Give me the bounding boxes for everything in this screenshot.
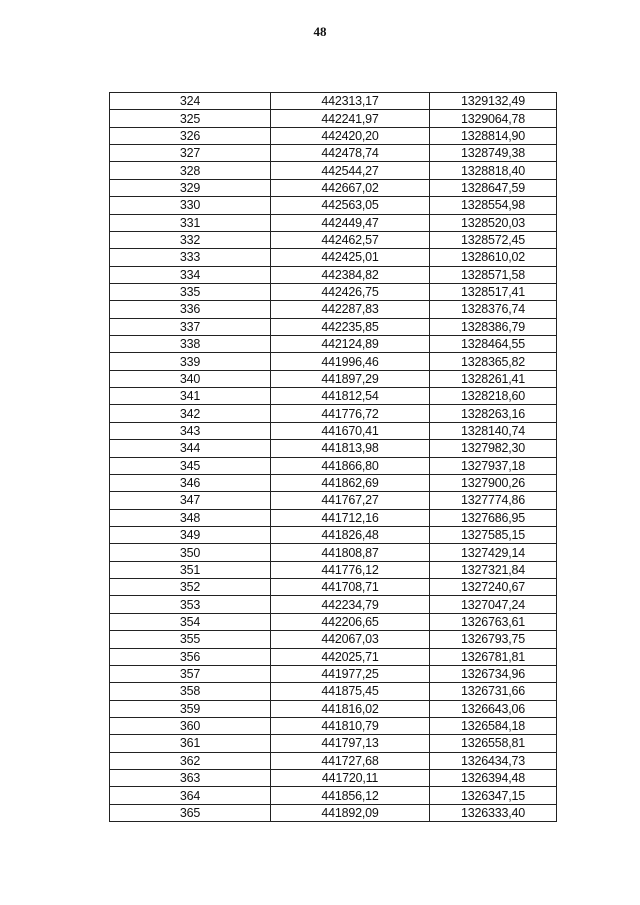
point-number-cell: 324 [110,93,271,110]
table-row [110,683,557,700]
y-coordinate-cell: 1329064,78 [430,110,557,127]
x-coordinate-cell: 441812,54 [271,388,430,405]
y-coordinate-cell: 1328647,59 [430,179,557,196]
x-coordinate-cell: 441996,46 [271,353,430,370]
table-row [110,440,557,457]
x-coordinate-cell: 441776,12 [271,561,430,578]
y-coordinate-cell: 1326434,73 [430,752,557,769]
table-row [110,388,557,405]
y-coordinate-cell: 1326763,61 [430,613,557,630]
table-row [110,544,557,561]
point-number-cell: 356 [110,648,271,665]
table-row [110,214,557,231]
point-number-cell: 337 [110,318,271,335]
y-coordinate-cell: 1327982,30 [430,440,557,457]
table-row [110,127,557,144]
point-number-cell: 336 [110,301,271,318]
table-row [110,301,557,318]
table-row [110,752,557,769]
y-coordinate-cell: 1328749,38 [430,145,557,162]
table-row [110,648,557,665]
y-coordinate-cell: 1328554,98 [430,197,557,214]
x-coordinate-cell: 442313,17 [271,93,430,110]
point-number-cell: 343 [110,422,271,439]
x-coordinate-cell: 442206,65 [271,613,430,630]
point-number-cell: 359 [110,700,271,717]
point-number-cell: 346 [110,474,271,491]
x-coordinate-cell: 441776,72 [271,405,430,422]
y-coordinate-cell: 1326333,40 [430,804,557,821]
x-coordinate-cell: 441977,25 [271,665,430,682]
y-coordinate-cell: 1326781,81 [430,648,557,665]
y-coordinate-cell: 1327321,84 [430,561,557,578]
point-number-cell: 332 [110,231,271,248]
y-coordinate-cell: 1326734,96 [430,665,557,682]
table-row [110,353,557,370]
y-coordinate-cell: 1326347,15 [430,787,557,804]
y-coordinate-cell: 1328814,90 [430,127,557,144]
x-coordinate-cell: 441712,16 [271,509,430,526]
table-row [110,145,557,162]
x-coordinate-cell: 442384,82 [271,266,430,283]
point-number-cell: 328 [110,162,271,179]
point-number-cell: 362 [110,752,271,769]
coordinates-table-body [110,93,557,822]
table-row [110,787,557,804]
table-row [110,561,557,578]
point-number-cell: 354 [110,613,271,630]
point-number-cell: 365 [110,804,271,821]
table-row [110,509,557,526]
x-coordinate-cell: 441856,12 [271,787,430,804]
y-coordinate-cell: 1327240,67 [430,579,557,596]
table-row [110,266,557,283]
y-coordinate-cell: 1327774,86 [430,492,557,509]
table-row [110,474,557,491]
x-coordinate-cell: 441826,48 [271,526,430,543]
table-row [110,93,557,110]
table-row [110,283,557,300]
x-coordinate-cell: 442067,03 [271,631,430,648]
y-coordinate-cell: 1328376,74 [430,301,557,318]
table-row [110,579,557,596]
point-number-cell: 357 [110,665,271,682]
y-coordinate-cell: 1328263,16 [430,405,557,422]
point-number-cell: 338 [110,336,271,353]
y-coordinate-cell: 1326643,06 [430,700,557,717]
table-row [110,665,557,682]
point-number-cell: 345 [110,457,271,474]
y-coordinate-cell: 1328218,60 [430,388,557,405]
point-number-cell: 351 [110,561,271,578]
point-number-cell: 364 [110,787,271,804]
table-row [110,492,557,509]
x-coordinate-cell: 442426,75 [271,283,430,300]
y-coordinate-cell: 1328610,02 [430,249,557,266]
point-number-cell: 353 [110,596,271,613]
point-number-cell: 363 [110,770,271,787]
x-coordinate-cell: 441808,87 [271,544,430,561]
table-row [110,336,557,353]
x-coordinate-cell: 441875,45 [271,683,430,700]
point-number-cell: 325 [110,110,271,127]
page-number: 48 [313,24,327,39]
x-coordinate-cell: 441727,68 [271,752,430,769]
point-number-cell: 360 [110,717,271,734]
table-row [110,770,557,787]
point-number-cell: 330 [110,197,271,214]
table-row [110,804,557,821]
y-coordinate-cell: 1327585,15 [430,526,557,543]
y-coordinate-cell: 1327937,18 [430,457,557,474]
point-number-cell: 348 [110,509,271,526]
table-row [110,249,557,266]
y-coordinate-cell: 1328464,55 [430,336,557,353]
table-row [110,735,557,752]
x-coordinate-cell: 441720,11 [271,770,430,787]
point-number-cell: 355 [110,631,271,648]
point-number-cell: 329 [110,179,271,196]
point-number-cell: 342 [110,405,271,422]
x-coordinate-cell: 442449,47 [271,214,430,231]
x-coordinate-cell: 442420,20 [271,127,430,144]
coordinates-table [109,92,557,822]
y-coordinate-cell: 1326584,18 [430,717,557,734]
table-row [110,700,557,717]
y-coordinate-cell: 1329132,49 [430,93,557,110]
table-row [110,422,557,439]
x-coordinate-cell: 442287,83 [271,301,430,318]
point-number-cell: 334 [110,266,271,283]
table-row [110,197,557,214]
x-coordinate-cell: 441816,02 [271,700,430,717]
y-coordinate-cell: 1327429,14 [430,544,557,561]
y-coordinate-cell: 1326558,81 [430,735,557,752]
table-row [110,110,557,127]
table-row [110,318,557,335]
x-coordinate-cell: 442563,05 [271,197,430,214]
point-number-cell: 350 [110,544,271,561]
x-coordinate-cell: 442124,89 [271,336,430,353]
point-number-cell: 340 [110,370,271,387]
x-coordinate-cell: 441767,27 [271,492,430,509]
point-number-cell: 344 [110,440,271,457]
point-number-cell: 349 [110,526,271,543]
x-coordinate-cell: 442462,57 [271,231,430,248]
x-coordinate-cell: 441897,29 [271,370,430,387]
point-number-cell: 339 [110,353,271,370]
point-number-cell: 352 [110,579,271,596]
y-coordinate-cell: 1328520,03 [430,214,557,231]
point-number-cell: 341 [110,388,271,405]
x-coordinate-cell: 442667,02 [271,179,430,196]
y-coordinate-cell: 1327686,95 [430,509,557,526]
point-number-cell: 335 [110,283,271,300]
point-number-cell: 347 [110,492,271,509]
y-coordinate-cell: 1327900,26 [430,474,557,491]
x-coordinate-cell: 441670,41 [271,422,430,439]
y-coordinate-cell: 1328571,58 [430,266,557,283]
x-coordinate-cell: 442235,85 [271,318,430,335]
point-number-cell: 333 [110,249,271,266]
table-row [110,717,557,734]
point-number-cell: 327 [110,145,271,162]
table-row [110,596,557,613]
x-coordinate-cell: 442544,27 [271,162,430,179]
table-row [110,162,557,179]
x-coordinate-cell: 441797,13 [271,735,430,752]
x-coordinate-cell: 442025,71 [271,648,430,665]
x-coordinate-cell: 441813,98 [271,440,430,457]
y-coordinate-cell: 1328365,82 [430,353,557,370]
table-row [110,231,557,248]
point-number-cell: 361 [110,735,271,752]
y-coordinate-cell: 1327047,24 [430,596,557,613]
x-coordinate-cell: 442241,97 [271,110,430,127]
y-coordinate-cell: 1326793,75 [430,631,557,648]
table-row [110,631,557,648]
x-coordinate-cell: 441892,09 [271,804,430,821]
x-coordinate-cell: 441810,79 [271,717,430,734]
table-row [110,526,557,543]
x-coordinate-cell: 442425,01 [271,249,430,266]
table-row [110,370,557,387]
table-row [110,457,557,474]
y-coordinate-cell: 1326731,66 [430,683,557,700]
point-number-cell: 326 [110,127,271,144]
point-number-cell: 358 [110,683,271,700]
table-row [110,405,557,422]
y-coordinate-cell: 1328572,45 [430,231,557,248]
x-coordinate-cell: 442234,79 [271,596,430,613]
y-coordinate-cell: 1328386,79 [430,318,557,335]
x-coordinate-cell: 441866,80 [271,457,430,474]
y-coordinate-cell: 1328261,41 [430,370,557,387]
y-coordinate-cell: 1328140,74 [430,422,557,439]
y-coordinate-cell: 1326394,48 [430,770,557,787]
table-row [110,613,557,630]
x-coordinate-cell: 442478,74 [271,145,430,162]
table-row [110,179,557,196]
x-coordinate-cell: 441708,71 [271,579,430,596]
y-coordinate-cell: 1328818,40 [430,162,557,179]
point-number-cell: 331 [110,214,271,231]
x-coordinate-cell: 441862,69 [271,474,430,491]
y-coordinate-cell: 1328517,41 [430,283,557,300]
